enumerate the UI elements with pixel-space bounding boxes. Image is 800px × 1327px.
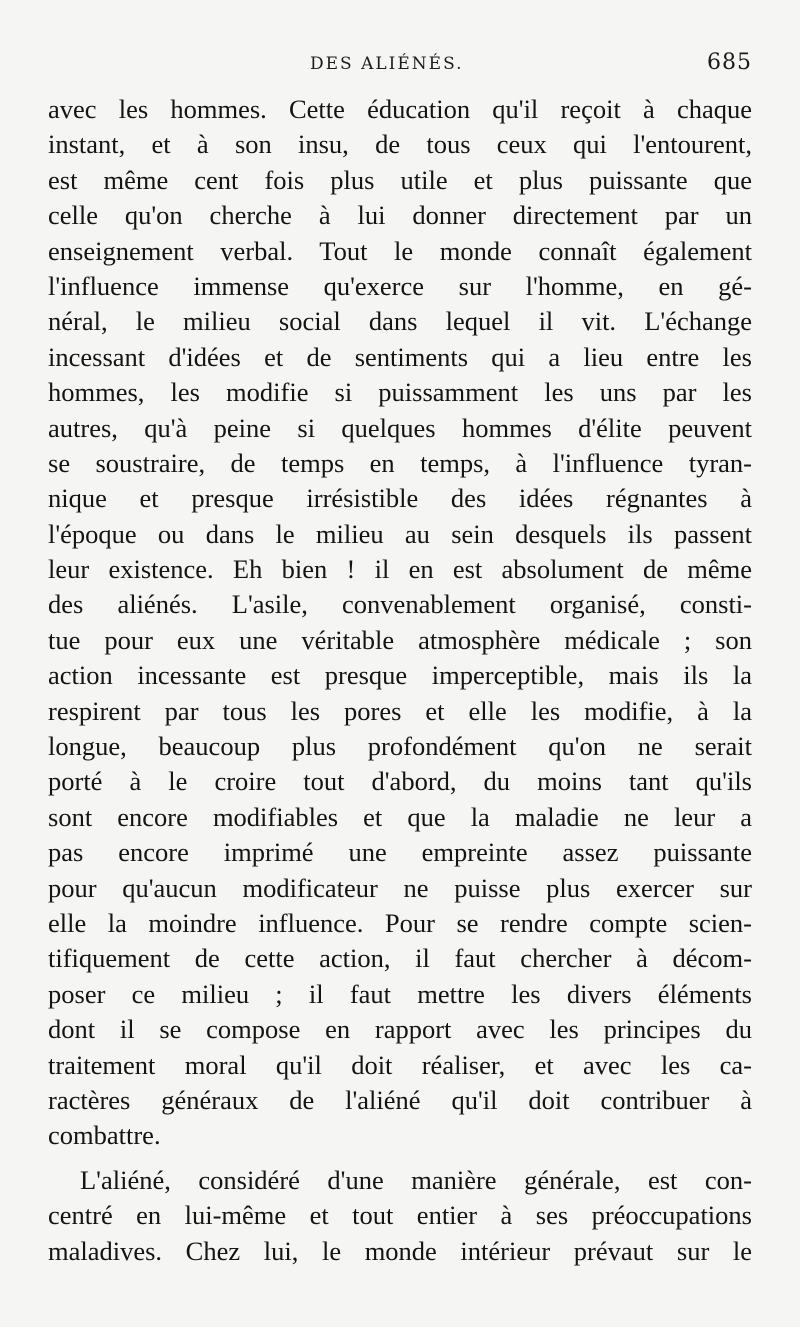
text-line: combattre.	[48, 1120, 161, 1151]
text-line: longue, beaucoup plus profondément qu'on ne serait	[48, 731, 752, 762]
text-line: traitement moral qu'il doit réaliser, et avec les ca-	[48, 1049, 752, 1080]
page-number: 685	[707, 50, 752, 75]
text-line: hommes, les modifie si puissamment les uns par les	[48, 377, 752, 408]
text-line: néral, le milieu social dans lequel il vit. L'échange	[48, 306, 752, 337]
text-line: respirent par tous les pores et elle les modifie, à la	[48, 695, 752, 726]
text-line: pour qu'aucun modificateur ne puisse plus exercer sur	[48, 872, 752, 903]
page-header	[48, 48, 752, 84]
text-line: tifiquement de cette action, il faut chercher à décom-	[48, 943, 752, 974]
text-line: tue pour eux une véritable atmosphère médicale ; son	[48, 624, 752, 655]
text-line: pas encore imprimé une empreinte assez puissante	[48, 837, 752, 868]
text-line: ractères généraux de l'aliéné qu'il doit contribuer à	[48, 1084, 752, 1115]
text-line: instant, et à son insu, de tous ceux qui l'entourent,	[48, 129, 752, 160]
body-text	[48, 92, 752, 1269]
text-line: nique et presque irrésistible des idées régnantes à	[48, 483, 752, 514]
text-line: poser ce milieu ; il faut mettre les divers éléments	[48, 978, 752, 1009]
running-title: DES ALIÉNÉS.	[310, 54, 464, 74]
text-line: des aliénés. L'asile, convenablement organisé, consti-	[48, 589, 752, 620]
text-line: centré en lui-même et tout entier à ses préoccupations	[48, 1200, 752, 1231]
text-line: dont il se compose en rapport avec les principes du	[48, 1014, 752, 1045]
text-line: porté à le croire tout d'abord, du moins tant qu'ils	[48, 766, 752, 797]
text-line: avec les hommes. Cette éducation qu'il reçoit à chaque	[48, 94, 752, 124]
text-line: l'influence immense qu'exerce sur l'homme, en gé-	[48, 270, 752, 301]
paragraph-gap	[48, 1154, 752, 1163]
paragraph-2	[48, 1163, 752, 1269]
text-line: sont encore modifiables et que la maladie ne leur a	[48, 801, 752, 832]
text-line: celle qu'on cherche à lui donner directement par un	[48, 200, 752, 231]
text-line: se soustraire, de temps en temps, à l'influence tyran-	[48, 447, 752, 478]
text-line: action incessante est presque imperceptible, mais ils la	[48, 660, 752, 691]
text-line: l'époque ou dans le milieu au sein desquels ils passent	[48, 518, 752, 549]
text-line: incessant d'idées et de sentiments qui a lieu entre les	[48, 341, 752, 372]
paragraph-1	[48, 92, 752, 1154]
text-line: est même cent fois plus utile et plus puissante que	[48, 164, 752, 195]
text-line: L'aliéné, considéré d'une manière générale, est con-	[80, 1164, 752, 1195]
text-line: enseignement verbal. Tout le monde connaît également	[48, 235, 752, 266]
text-line: elle la moindre influence. Pour se rendre compte scien-	[48, 907, 752, 938]
text-line: leur existence. Eh bien ! il en est absolument de même	[48, 554, 752, 585]
text-line: maladives. Chez lui, le monde intérieur prévaut sur le	[48, 1235, 752, 1266]
text-line: autres, qu'à peine si quelques hommes d'élite peuvent	[48, 412, 752, 443]
